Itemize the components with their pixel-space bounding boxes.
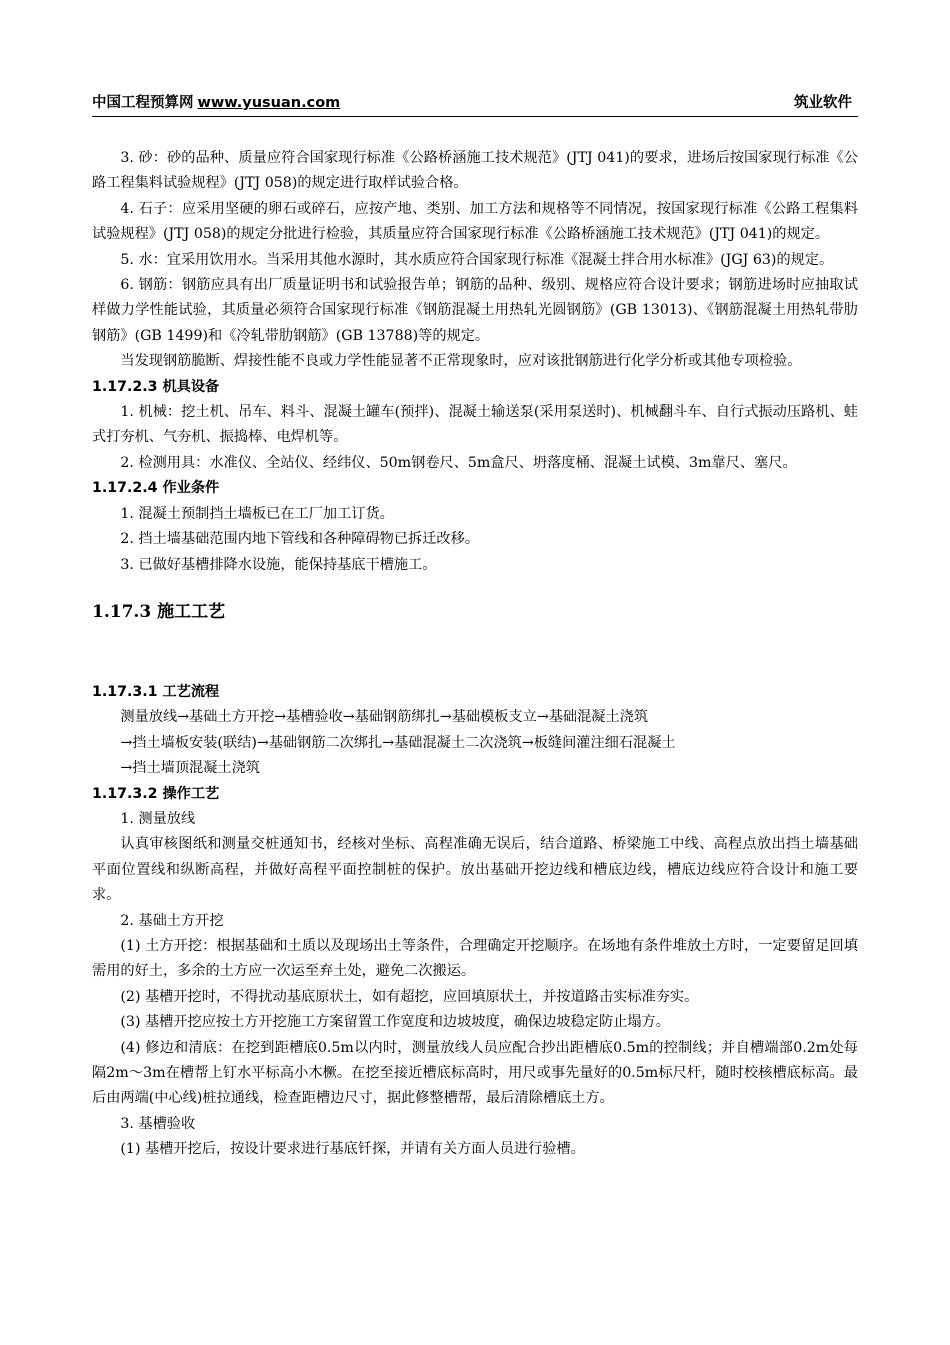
section-heading-workflow: 1.17.3.1 工艺流程	[92, 683, 220, 700]
document-body	[92, 146, 858, 1163]
excavation-item: (3) 基槽开挖应按土方开挖施工方案留置工作宽度和边坡坡度，确保边坡稳定防止塌方。	[120, 1014, 670, 1031]
material-stone: 4. 石子：应采用坚硬的卵石或碎石，应按产地、类别、加工方法和规格等不同情况，按国家现行标准《公路工程集料试验规程》(JTJ 058)的规定分批进行检验，其质量应符合国家现行标准《公路桥涵施工技术规范》(JTJ 041)的规定。	[92, 200, 858, 243]
section-heading-equipment: 1.17.2.3 机具设备	[92, 378, 220, 395]
material-rebar-note: 当发现钢筋脆断、焊接性能不良或力学性能显著不正常现象时，应对该批钢筋进行化学分析或其他专项检验。	[120, 353, 802, 370]
workflow-line: →挡土墙板安装(联结)→基础钢筋二次绑扎→基础混凝土二次浇筑→板缝间灌注细石混凝土	[120, 734, 676, 751]
material-water: 5. 水：宜采用饮用水。当采用其他水源时，其水质应符合国家现行标准《混凝土拌合用水标准》(JGJ 63)的规定。	[120, 251, 834, 268]
section-heading-process: 1.17.3 施工工艺	[92, 601, 226, 622]
material-sand: 3. 砂：砂的品种、质量应符合国家现行标准《公路桥涵施工技术规范》(JTJ 041)的要求，进场后按国家现行标准《公路工程集料试验规程》(JTJ 058)的规定进行取样试验合格。	[92, 150, 858, 192]
workflow-line: 测量放线→基础土方开挖→基槽验收→基础钢筋绑扎→基础模板支立→基础混凝土浇筑	[120, 709, 649, 726]
section-heading-operation: 1.17.3.2 操作工艺	[92, 785, 220, 802]
header-left	[92, 92, 340, 114]
header-brand: 筑业软件	[794, 95, 852, 111]
excavation-item: (4) 修边和清底：在挖到距槽底0.5m以内时，测量放线人员应配合抄出距槽底0.5m的控制线；并自槽端部0.2m处每隔2m～3m在槽帮上钉水平标高小木橛。在挖至接近槽底标高时，用尺或事先量好的0.5m标尺杆，随时校核槽底标高。最后由两端(中心线)桩拉通线，检查距槽边尺寸，据此修整槽帮，最后清除槽底土方。	[92, 1039, 858, 1107]
condition-item: 3. 已做好基槽排降水设施，能保持基底干槽施工。	[120, 556, 437, 573]
header-url-link[interactable]: www.yusuan.com	[197, 95, 341, 111]
subsection-title-excavation: 2. 基础土方开挖	[120, 912, 224, 929]
equipment-tools: 2. 检测用具：水准仪、全站仪、经纬仪、50m钢卷尺、5m盒尺、坍落度桶、混凝土试模、3m靠尺、塞尺。	[120, 454, 797, 471]
subsection-title-acceptance: 3. 基槽验收	[120, 1115, 196, 1132]
workflow-line: →挡土墙顶混凝土浇筑	[120, 760, 260, 777]
equipment-machines: 1. 机械：挖土机、吊车、料斗、混凝土罐车(预拌)、混凝土输送泵(采用泵送时)、机械翻斗车、自行式振动压路机、蛙式打夯机、气夯机、振捣棒、电焊机等。	[92, 404, 858, 446]
excavation-item: (1) 土方开挖：根据基础和土质以及现场出土等条件，合理确定开挖顺序。在场地有条件堆放土方时，一定要留足回填需用的好土，多余的土方应一次运至弃土处，避免二次搬运。	[92, 937, 858, 980]
condition-item: 1. 混凝土预制挡土墙板已在工厂加工订货。	[120, 505, 394, 522]
header-site-name: 中国工程预算网	[92, 95, 194, 111]
section-heading-conditions: 1.17.2.4 作业条件	[92, 480, 220, 497]
page-header	[92, 92, 858, 117]
acceptance-item: (1) 基槽开挖后，按设计要求进行基底钎探，并请有关方面人员进行验槽。	[120, 1141, 585, 1158]
subsection-title-survey: 1. 测量放线	[120, 810, 196, 827]
material-rebar: 6. 钢筋：钢筋应具有出厂质量证明书和试验报告单；钢筋的品种、级别、规格应符合设计要求；钢筋进场时应抽取试样做力学性能试验，其质量必须符合国家现行标准《钢筋混凝土用热轧光圆钢筋》(GB 13013)、《钢筋混凝土用热轧带肋钢筋》(GB 1499)和《冷轧带肋钢筋》(GB 13788)等的规定。	[92, 277, 858, 344]
survey-text: 认真审核图纸和测量交桩通知书，经核对坐标、高程准确无误后，结合道路、桥梁施工中线、高程点放出挡土墙基础平面位置线和纵断高程，并做好高程平面控制桩的保护。放出基础开挖边线和槽底边线，槽底边线应符合设计和施工要求。	[92, 836, 858, 904]
excavation-item: (2) 基槽开挖时，不得扰动基底原状土，如有超挖，应回填原状土，并按道路击实标准夯实。	[120, 988, 699, 1005]
condition-item: 2. 挡土墙基础范围内地下管线和各种障碍物已拆迁改移。	[120, 531, 479, 548]
